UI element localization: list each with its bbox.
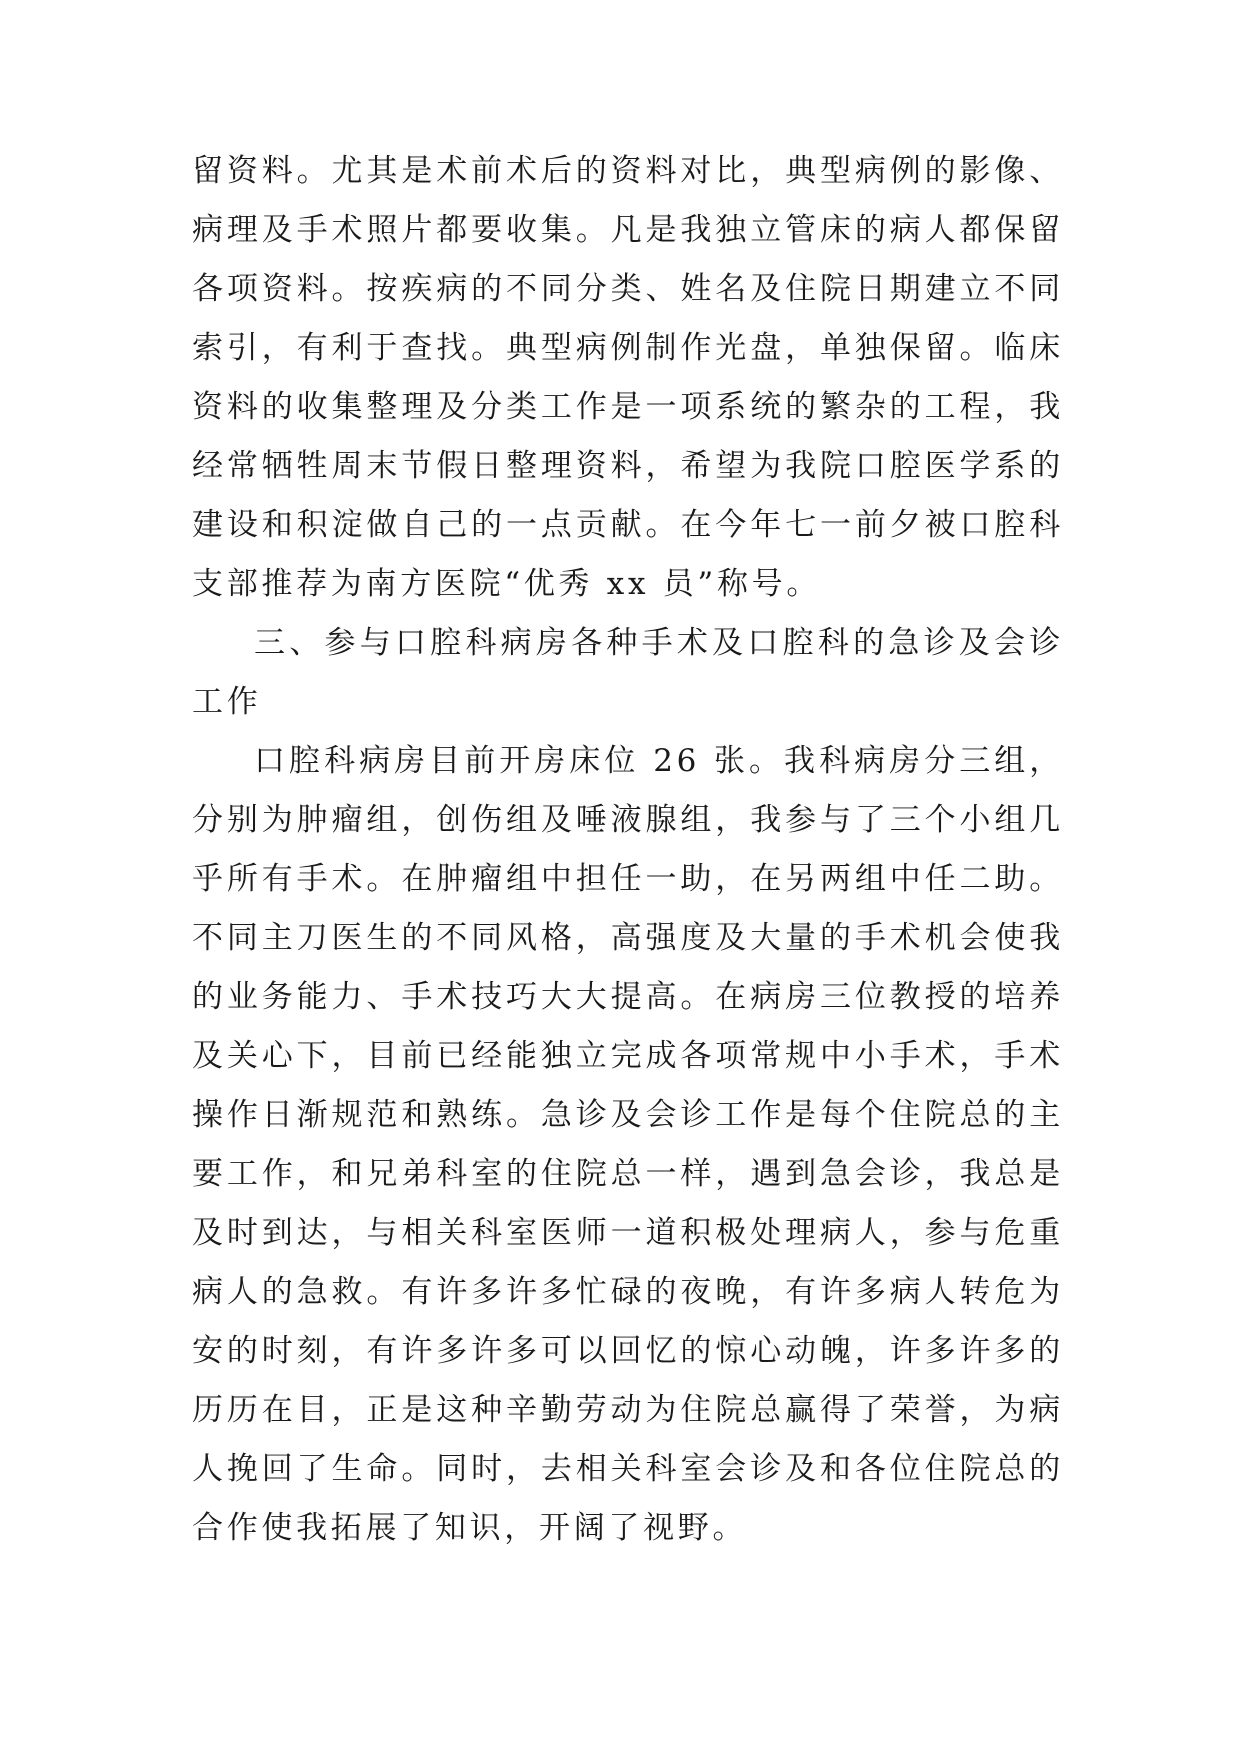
document-body [192,142,1064,1558]
paragraph-ward-surgery-work: 口腔科病房目前开房床位 26 张。我科病房分三组，分别为肿瘤组，创伤组及唾液腺组，我参与了三个小组几乎所有手术。在肿瘤组中担任一助，在另两组中任二助。不同主刀医生的不同风格，高强度及大量的手术机会使我的业务能力、手术技巧大大提高。在病房三位教授的培养及关心下，目前已经能独立完成各项常规中小手术，手术操作日渐规范和熟练。急诊及会诊工作是每个住院总的主要工作，和兄弟科室的住院总一样，遇到急会诊，我总是及时到达，与相关科室医师一道积极处理病人，参与危重病人的急救。有许多许多忙碌的夜晚，有许多病人转危为安的时刻，有许多许多可以回忆的惊心动魄，许多许多的历历在目，正是这种辛勤劳动为住院总赢得了荣誉，为病人挽回了生命。同时，去相关科室会诊及和各位住院总的合作使我拓展了知识，开阔了视野。 [192,743,1064,1546]
section-heading-surgery-emergency-consultation: 三、参与口腔科病房各种手术及口腔科的急诊及会诊工作 [192,625,1064,720]
paragraph-continued-records: 留资料。尤其是术前术后的资料对比，典型病例的影像、病理及手术照片都要收集。凡是我独立管床的病人都保留各项资料。按疾病的不同分类、姓名及住院日期建立不同索引，有利于查找。典型病例制作光盘，单独保留。临床资料的收集整理及分类工作是一项系统的繁杂的工程，我经常牺牲周末节假日整理资料，希望为我院口腔医学系的建设和积淀做自己的一点贡献。在今年七一前夕被口腔科支部推荐为南方医院“优秀 xx 员”称号。 [192,153,1064,602]
